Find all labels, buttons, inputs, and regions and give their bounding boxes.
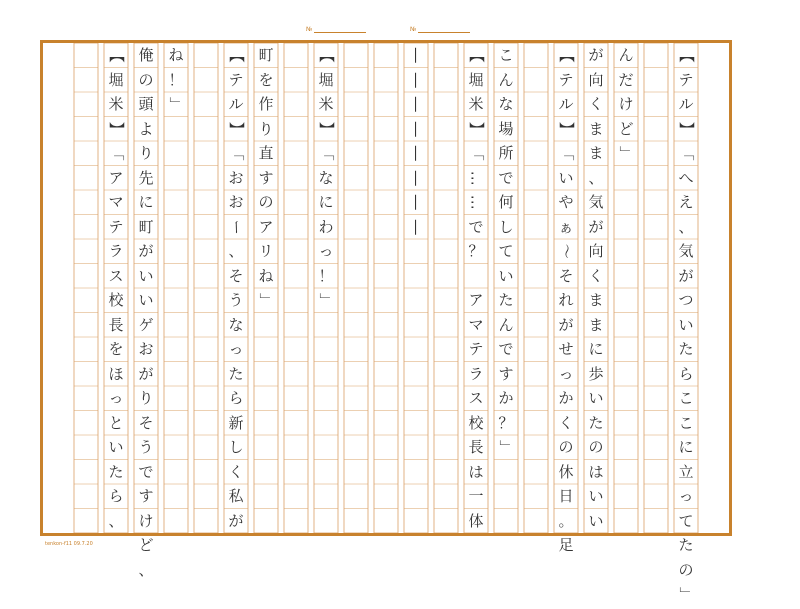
- manuscript-column: [221, 43, 251, 533]
- manuscript-character: 米: [318, 95, 334, 113]
- manuscript-column: [521, 43, 551, 533]
- manuscript-character: 直: [258, 144, 274, 162]
- manuscript-character: ―: [407, 47, 426, 63]
- number-underline: [314, 32, 366, 33]
- manuscript-character: 、: [228, 242, 244, 260]
- manuscript-character: は: [588, 462, 604, 481]
- manuscript-character: 所: [498, 144, 514, 162]
- manuscript-character: 「: [677, 145, 696, 161]
- manuscript-character: こ: [498, 46, 514, 64]
- manuscript-character: ま: [588, 119, 604, 138]
- manuscript-character: え: [678, 193, 694, 211]
- manuscript-character: ラ: [108, 242, 124, 260]
- manuscript-character: ス: [468, 389, 484, 407]
- manuscript-character: テ: [108, 217, 124, 236]
- manuscript-character: お: [228, 168, 244, 187]
- manuscript-character: 気: [678, 242, 694, 260]
- manuscript-character: ど: [618, 119, 634, 138]
- manuscript-character: が: [138, 364, 154, 383]
- manuscript-character: 新: [228, 413, 244, 432]
- manuscript-character: た: [108, 462, 124, 481]
- manuscript-character: が: [558, 315, 574, 334]
- manuscript-character: テ: [678, 70, 694, 89]
- manuscript-column: [251, 43, 281, 533]
- manuscript-character: な: [318, 168, 334, 187]
- manuscript-column: [431, 43, 461, 533]
- manuscript-character: …: [467, 194, 486, 210]
- manuscript-character: ア: [468, 291, 484, 309]
- manuscript-character: 【: [317, 47, 336, 63]
- manuscript-character: せ: [558, 340, 574, 358]
- manuscript-column: [551, 43, 581, 554]
- manuscript-character: っ: [228, 340, 244, 358]
- manuscript-character: を: [108, 340, 124, 358]
- manuscript-character: に: [318, 193, 334, 211]
- manuscript-character: 【: [557, 47, 576, 63]
- manuscript-character: ―: [407, 72, 426, 88]
- manuscript-character: 気: [588, 193, 604, 211]
- manuscript-character: 日: [558, 487, 574, 505]
- manuscript-character: い: [138, 266, 154, 285]
- manuscript-character: が: [678, 266, 694, 285]
- manuscript-character: が: [228, 511, 244, 530]
- manuscript-character: 向: [588, 70, 604, 89]
- manuscript-character: ル: [558, 95, 574, 113]
- manuscript-column: [101, 43, 131, 533]
- manuscript-character: 「: [317, 145, 336, 161]
- manuscript-character: ま: [588, 315, 604, 334]
- manuscript-character: い: [558, 168, 574, 187]
- manuscript-character: ―: [407, 96, 426, 112]
- manuscript-character: や: [558, 193, 574, 211]
- manuscript-character: 米: [468, 95, 484, 113]
- manuscript-column: [671, 43, 701, 602]
- manuscript-character: 〜: [557, 243, 576, 259]
- manuscript-character: な: [498, 95, 514, 113]
- manuscript-character: ー: [227, 219, 246, 235]
- manuscript-character: ラ: [468, 364, 484, 383]
- manuscript-character: 【: [107, 47, 126, 63]
- manuscript-character: テ: [468, 340, 484, 358]
- manuscript-column: [191, 43, 221, 533]
- manuscript-character: う: [138, 438, 154, 456]
- manuscript-character: ど: [138, 536, 154, 554]
- manuscript-character: で: [498, 168, 514, 187]
- manuscript-character: ん: [498, 315, 514, 334]
- manuscript-character: ん: [618, 46, 634, 64]
- manuscript-character: 】: [107, 121, 126, 137]
- manuscript-column: [491, 43, 521, 533]
- manuscript-character: 堀: [318, 70, 334, 89]
- manuscript-character: ア: [258, 217, 274, 236]
- manuscript-character: 俺: [138, 46, 154, 64]
- manuscript-character: ―: [407, 170, 426, 186]
- manuscript-column: [311, 43, 341, 533]
- manuscript-character: マ: [108, 193, 124, 211]
- manuscript-character: 頭: [138, 95, 154, 113]
- manuscript-character: 【: [467, 47, 486, 63]
- manuscript-character: い: [498, 266, 514, 285]
- manuscript-character: ゲ: [138, 315, 154, 334]
- manuscript-character: 「: [227, 145, 246, 161]
- manuscript-character: 長: [108, 315, 124, 334]
- manuscript-character: 長: [468, 438, 484, 456]
- manuscript-character: 、: [108, 511, 124, 530]
- manuscript-character: す: [498, 364, 514, 383]
- manuscript-character: 【: [227, 47, 246, 63]
- number-field-1: [306, 26, 366, 33]
- manuscript-character: り: [258, 119, 274, 138]
- manuscript-character: 何: [498, 193, 514, 211]
- manuscript-character: り: [138, 144, 154, 162]
- manuscript-character: 体: [468, 511, 484, 530]
- manuscript-column: [161, 43, 191, 533]
- manuscript-character: 】: [227, 121, 246, 137]
- manuscript-column: [461, 43, 491, 533]
- manuscript-character: 「: [557, 145, 576, 161]
- manuscript-character: ―: [407, 121, 426, 137]
- manuscript-character: で: [498, 340, 514, 358]
- manuscript-character: …: [467, 170, 486, 186]
- manuscript-character: て: [498, 242, 514, 260]
- manuscript-character: 、: [678, 217, 694, 236]
- manuscript-character: た: [498, 291, 514, 309]
- manuscript-character: こ: [678, 413, 694, 432]
- manuscript-character: 」: [317, 292, 336, 308]
- manuscript-character: し: [498, 217, 514, 236]
- manuscript-character: う: [228, 291, 244, 309]
- manuscript-column: [131, 43, 161, 579]
- manuscript-character: そ: [228, 266, 244, 285]
- manuscript-character: ら: [108, 487, 124, 505]
- manuscript-character: り: [138, 389, 154, 407]
- manuscript-character: っ: [108, 389, 124, 407]
- manuscript-character: け: [618, 95, 634, 113]
- manuscript-character: 【: [677, 47, 696, 63]
- manuscript-character: い: [588, 511, 604, 530]
- manuscript-character: 、: [588, 168, 604, 187]
- manuscript-character: テ: [228, 70, 244, 89]
- manuscript-column: [401, 43, 431, 533]
- manuscript-character: ル: [678, 95, 694, 113]
- manuscript-character: ―: [407, 145, 426, 161]
- manuscript-character: を: [258, 70, 274, 89]
- manuscript-character: 私: [228, 487, 244, 505]
- manuscript-character: く: [588, 95, 604, 113]
- manuscript-character: く: [228, 462, 244, 481]
- number-label: №: [306, 26, 313, 33]
- manuscript-character: っ: [678, 487, 694, 505]
- manuscript-character: が: [588, 46, 604, 64]
- manuscript-character: 「: [107, 145, 126, 161]
- manuscript-character: い: [138, 291, 154, 309]
- manuscript-character: リ: [258, 242, 274, 260]
- manuscript-character: で: [138, 462, 154, 481]
- number-label: №: [410, 26, 417, 33]
- manuscript-character: ね: [168, 46, 184, 64]
- manuscript-character: そ: [138, 413, 154, 432]
- manuscript-character: が: [138, 242, 154, 260]
- manuscript-character: 」: [167, 96, 186, 112]
- manuscript-character: つ: [678, 291, 694, 309]
- manuscript-character: か: [558, 389, 574, 407]
- manuscript-character: お: [228, 193, 244, 211]
- manuscript-column: [341, 43, 371, 533]
- manuscript-character: 】: [557, 121, 576, 137]
- manuscript-column: [71, 43, 101, 533]
- manuscript-character: し: [228, 438, 244, 456]
- manuscript-character: て: [678, 511, 694, 530]
- manuscript-character: で: [468, 217, 484, 236]
- manuscript-character: な: [228, 315, 244, 334]
- manuscript-character: く: [588, 266, 604, 285]
- manuscript-character: 場: [498, 119, 514, 138]
- manuscript-character: ら: [678, 364, 694, 383]
- manuscript-character: か: [498, 389, 514, 407]
- manuscript-character: そ: [558, 266, 574, 285]
- manuscript-character: 米: [108, 95, 124, 113]
- manuscript-character: た: [588, 413, 604, 432]
- manuscript-character: ！: [318, 266, 334, 285]
- manuscript-character: 堀: [468, 70, 484, 89]
- manuscript-character: 】: [677, 121, 696, 137]
- manuscript-character: 作: [258, 95, 274, 113]
- manuscript-character: す: [258, 168, 274, 187]
- manuscript-column: [641, 43, 671, 533]
- manuscript-character: っ: [318, 242, 334, 260]
- manuscript-character: 」: [497, 439, 516, 455]
- manuscript-character: 。: [558, 511, 574, 530]
- manuscript-character: ほ: [108, 364, 124, 383]
- manuscript-character: た: [678, 536, 694, 554]
- manuscript-character: い: [108, 438, 124, 456]
- manuscript-character: 校: [108, 291, 124, 309]
- manuscript-character: に: [588, 340, 604, 358]
- manuscript-character: に: [678, 438, 694, 456]
- manuscript-character: 」: [257, 292, 276, 308]
- manuscript-character: と: [108, 413, 124, 432]
- manuscript-column: [371, 43, 401, 533]
- paper-maker-mark: tenkon-f11 09.7.20: [45, 541, 93, 547]
- manuscript-character: 立: [678, 462, 694, 481]
- manuscript-character: 町: [138, 217, 154, 236]
- manuscript-character: 足: [558, 536, 574, 554]
- manuscript-character: 向: [588, 242, 604, 260]
- manuscript-character: 「: [467, 145, 486, 161]
- manuscript-character: い: [588, 487, 604, 505]
- manuscript-character: ま: [588, 291, 604, 309]
- manuscript-character: 校: [468, 413, 484, 432]
- number-field-2: [410, 26, 470, 33]
- manuscript-character: 】: [317, 121, 336, 137]
- manuscript-character: に: [138, 193, 154, 211]
- manuscript-character: だ: [618, 70, 634, 89]
- manuscript-character: わ: [318, 217, 334, 236]
- manuscript-character: テ: [558, 70, 574, 89]
- manuscript-character: 」: [677, 586, 696, 602]
- manuscript-character: ！: [168, 70, 184, 89]
- manuscript-character: す: [138, 487, 154, 505]
- manuscript-character: ま: [588, 144, 604, 162]
- manuscript-character: ―: [407, 219, 426, 235]
- manuscript-character: 一: [468, 487, 484, 505]
- manuscript-character: 休: [558, 462, 574, 481]
- manuscript-character: 堀: [108, 70, 124, 89]
- manuscript-character: 町: [258, 46, 274, 64]
- manuscript-character: ア: [108, 168, 124, 187]
- manuscript-character: の: [138, 70, 154, 89]
- manuscript-character: よ: [138, 119, 154, 138]
- manuscript-character: く: [558, 413, 574, 432]
- manuscript-character: マ: [468, 315, 484, 334]
- manuscript-character: っ: [558, 364, 574, 383]
- manuscript-character: が: [588, 217, 604, 236]
- manuscript-character: へ: [678, 168, 694, 187]
- manuscript-character: の: [588, 438, 604, 456]
- manuscript-character: た: [678, 340, 694, 358]
- manuscript-character: ら: [228, 389, 244, 407]
- manuscript-character: ？: [498, 413, 514, 432]
- manuscript-character: [461, 264, 491, 289]
- manuscript-character: の: [558, 438, 574, 456]
- manuscript-character: 先: [138, 168, 154, 187]
- manuscript-character: い: [678, 315, 694, 334]
- manuscript-character: 】: [467, 121, 486, 137]
- manuscript-character: ？: [468, 242, 484, 260]
- manuscript-character: け: [138, 511, 154, 530]
- manuscript-character: は: [468, 462, 484, 481]
- manuscript-character: 歩: [588, 364, 604, 383]
- manuscript-paper: [40, 40, 732, 602]
- manuscript-character: お: [138, 340, 154, 358]
- manuscript-character: ―: [407, 194, 426, 210]
- manuscript-character: ね: [258, 266, 274, 285]
- manuscript-character: こ: [678, 389, 694, 407]
- manuscript-character: ル: [228, 95, 244, 113]
- manuscript-character: ス: [108, 266, 124, 285]
- manuscript-column: [281, 43, 311, 533]
- manuscript-character: ぁ: [558, 217, 574, 236]
- number-underline: [418, 32, 470, 33]
- manuscript-character: た: [228, 364, 244, 383]
- manuscript-character: れ: [558, 291, 574, 309]
- manuscript-character: ん: [498, 70, 514, 89]
- manuscript-column: [611, 43, 641, 533]
- manuscript-character: の: [258, 193, 274, 211]
- manuscript-character: 、: [138, 560, 154, 579]
- manuscript-character: い: [588, 389, 604, 407]
- manuscript-column: [581, 43, 611, 533]
- manuscript-character: の: [678, 560, 694, 579]
- manuscript-character: 」: [617, 145, 636, 161]
